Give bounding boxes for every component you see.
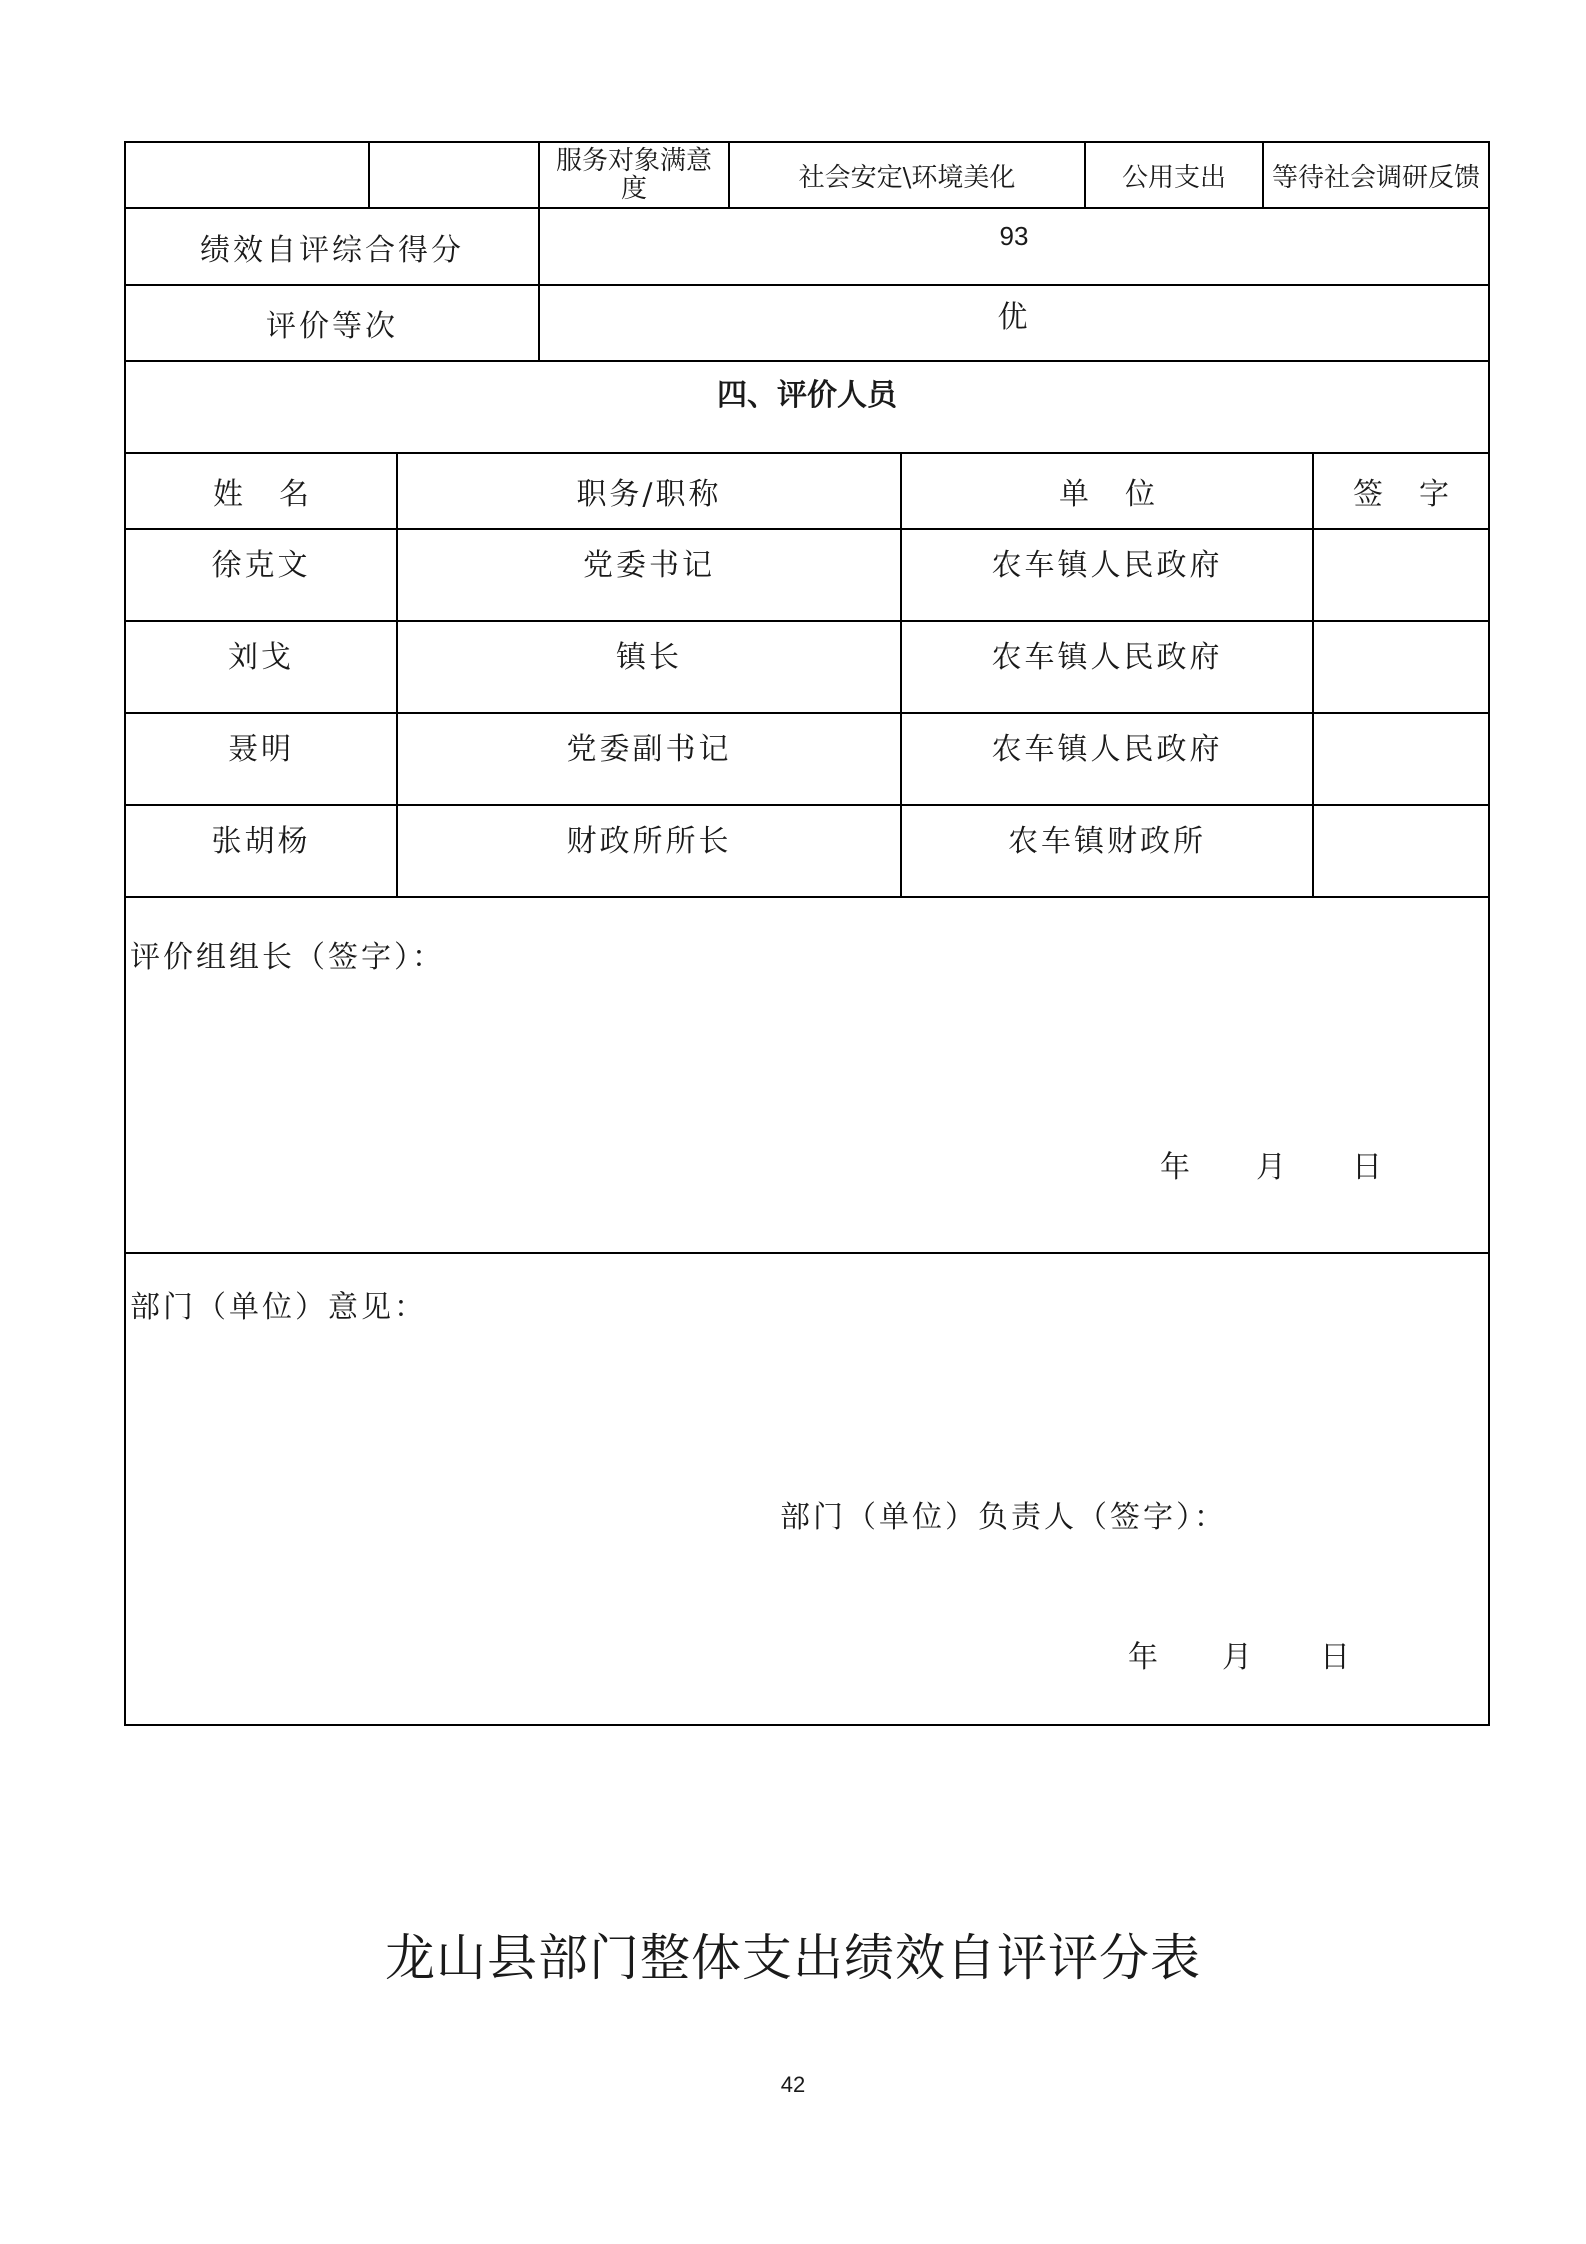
person-title: 镇长 xyxy=(616,640,682,675)
header-title: 职务/职称 xyxy=(576,477,722,512)
person-signature[interactable] xyxy=(1314,714,1488,804)
dept-date-day: 日 xyxy=(1320,1640,1350,1675)
cell-satisfaction-indicator: 服务对象满意度 xyxy=(555,146,712,204)
person-name: 张胡杨 xyxy=(211,824,311,859)
person-signature[interactable] xyxy=(1314,622,1488,712)
next-table-title: 龙山县部门整体支出绩效自评评分表 xyxy=(385,1929,1201,1987)
leader-date-month: 月 xyxy=(1256,1150,1286,1185)
person-unit: 农车镇人民政府 xyxy=(991,732,1223,767)
dept-opinion-label: 部门（单位）意见： xyxy=(130,1290,427,1325)
dept-head-signature-label: 部门（单位）负责人（签字）： xyxy=(780,1500,1227,1535)
person-signature[interactable] xyxy=(1314,530,1488,620)
header-unit: 单位 xyxy=(1059,477,1191,512)
score-value: 93 xyxy=(999,221,1029,251)
leader-date-year: 年 xyxy=(1160,1150,1190,1185)
person-unit: 农车镇人民政府 xyxy=(991,548,1223,583)
dept-date-month: 月 xyxy=(1222,1640,1252,1675)
person-name: 聂明 xyxy=(228,732,294,767)
page-number: 42 xyxy=(780,2072,806,2097)
person-title: 党委书记 xyxy=(583,548,715,583)
person-name: 徐克文 xyxy=(211,548,311,583)
header-name: 姓名 xyxy=(213,477,345,512)
grade-value: 优 xyxy=(997,300,1031,335)
section-title-reviewers: 四、评价人员 xyxy=(717,378,897,413)
person-title: 财政所所长 xyxy=(566,824,732,859)
person-name: 刘戈 xyxy=(228,640,294,675)
score-label: 绩效自评综合得分 xyxy=(200,232,464,268)
person-unit: 农车镇财政所 xyxy=(1008,824,1206,859)
dept-date-year: 年 xyxy=(1128,1640,1158,1675)
leader-date-day: 日 xyxy=(1352,1150,1382,1185)
cell-public-expense: 公用支出 xyxy=(1121,162,1226,193)
person-unit: 农车镇人民政府 xyxy=(991,640,1223,675)
header-sign: 签字 xyxy=(1353,477,1485,512)
person-title: 党委副书记 xyxy=(566,732,732,767)
cell-awaiting-feedback: 等待社会调研反馈 xyxy=(1271,162,1480,193)
grade-label: 评价等次 xyxy=(266,309,398,344)
cell-social-stability: 社会安定\环境美化 xyxy=(798,162,1016,193)
leader-signature-label: 评价组组长（签字）： xyxy=(130,940,445,975)
person-signature[interactable] xyxy=(1314,806,1488,896)
